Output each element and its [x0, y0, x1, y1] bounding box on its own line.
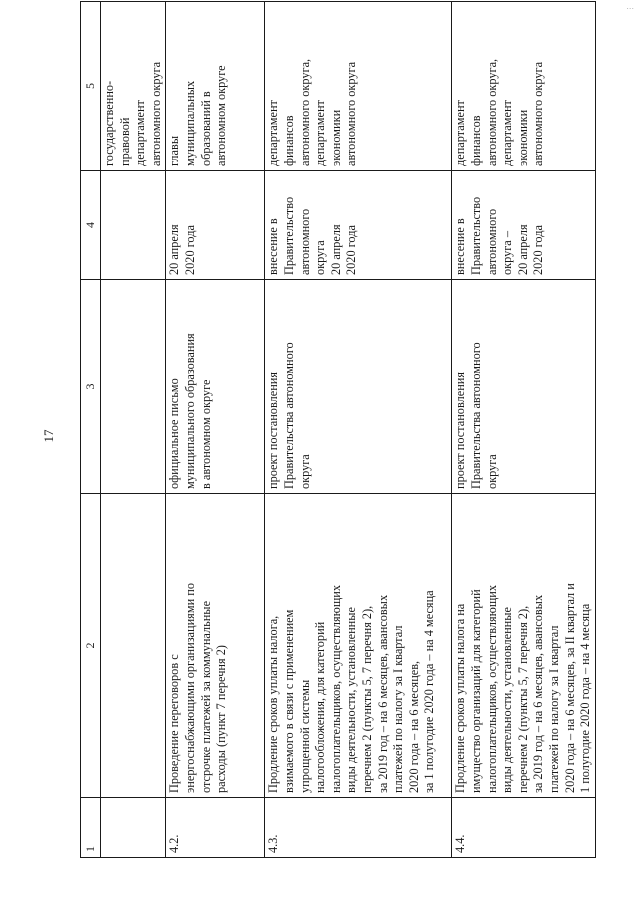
header-row: [81, 2, 101, 858]
header-cell-1: 1: [81, 798, 101, 858]
header-cell-4: 4: [81, 171, 101, 280]
measures-table: [80, 1, 596, 858]
table-frame: [80, 48, 593, 858]
measure-cell: [101, 494, 166, 798]
responsible-cell: департамент финансов автономного округа, департамент экономики автономного округа: [265, 2, 452, 171]
table-row: [265, 2, 452, 858]
document-cell: официальное письмо муниципального образования в автономном округе: [166, 280, 265, 494]
table-row: [101, 2, 166, 858]
header-cell-5: 5: [81, 2, 101, 171]
measure-cell: Продление сроков уплаты налога, взимаемого в связи с применением упрощенной системы налогообложения, для категорий налогоплательщиков, осуществляющих виды деятельности, установленные перечнем 2 (пункты 5, 7 перечня 2), за 2019 год – на 6 месяцев, авансовых платежей по налогу за I квартал 2020 года – на 6 месяцев, за 1 полугодие 2020 года – на 4 месяца: [265, 494, 452, 798]
header-cell-2: 2: [81, 494, 101, 798]
deadline-cell: внесение в Правительство автономного округа 20 апреля 2020 года: [265, 171, 452, 280]
deadline-cell: [101, 171, 166, 280]
measure-cell: Продление сроков уплаты налога на имущество организаций для категорий налогоплательщиков, осуществляющих виды деятельности, установленные перечнем 2 (пункты 5, 7 перечня 2), за 2019 год – на 6 месяцев, авансовых платежей по налогу за I квартал 2020 года – на 6 месяцев, за II квартал и 1 полугодие 2020 года – на 4 месяца: [452, 494, 595, 798]
measure-cell: Проведение переговоров с энергоснабжающими организациями по отсрочке платежей за коммунальные расходы (пункт 7 перечня 2): [166, 494, 265, 798]
table-row: [166, 2, 265, 858]
document-cell: проект постановления Правительства автономного округа: [265, 280, 452, 494]
deadline-cell: 20 апреля 2020 года: [166, 171, 265, 280]
document-cell: проект постановления Правительства автономного округа: [452, 280, 595, 494]
row-number-cell: 4.3.: [265, 798, 452, 858]
responsible-cell: департамент финансов автономного округа, департамент экономики автономного округа: [452, 2, 595, 171]
rotated-table-region: [80, 48, 593, 858]
responsible-cell: государственно- правовой департамент автономного округа: [101, 2, 166, 171]
row-number-cell: 4.2.: [166, 798, 265, 858]
corner-mark: ...: [626, 2, 634, 11]
row-number-cell: 4.4.: [452, 798, 595, 858]
header-cell-3: 3: [81, 280, 101, 494]
page-number: 17: [41, 429, 56, 443]
document-cell: [101, 280, 166, 494]
deadline-cell: внесение в Правительство автономного округа – 20 апреля 2020 года: [452, 171, 595, 280]
responsible-cell: главы муниципальных образований в автономном округе: [166, 2, 265, 171]
table-row: [452, 2, 595, 858]
row-number-cell: [101, 798, 166, 858]
